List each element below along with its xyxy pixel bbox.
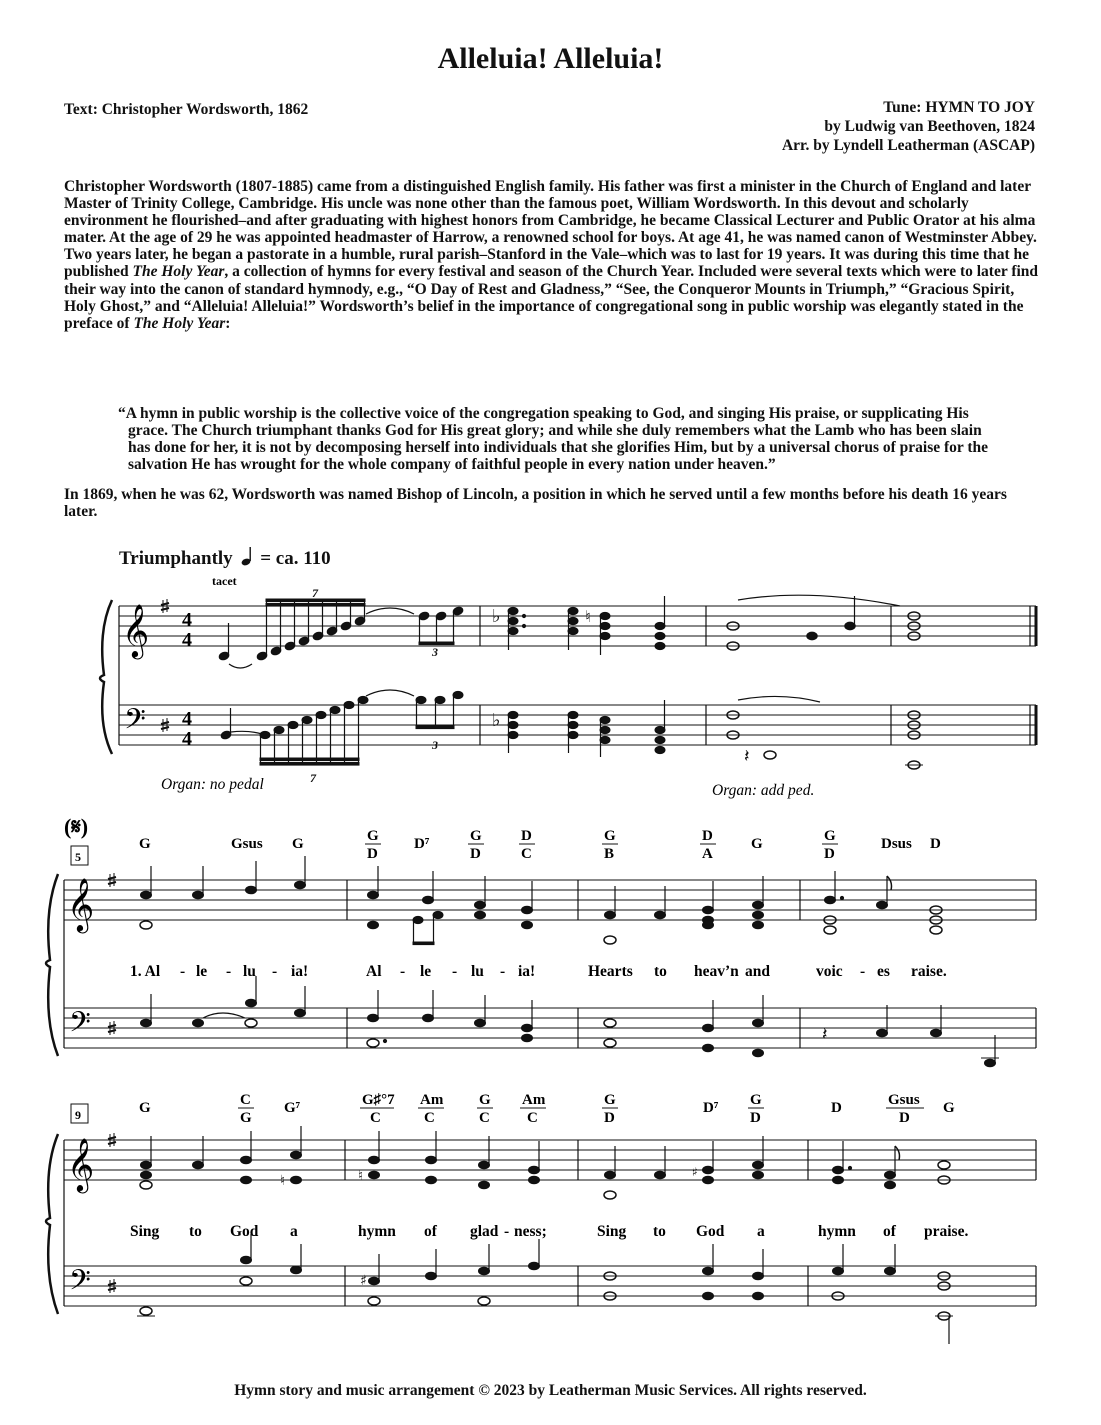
lyric: lu <box>471 963 484 980</box>
bass-clef-icon: 𝄢 <box>69 1006 91 1046</box>
measure-number: 9 <box>75 1108 81 1122</box>
chord-bass: D <box>899 1110 910 1126</box>
bass-clef-icon: 𝄢 <box>124 703 146 743</box>
lyric: le <box>420 963 432 980</box>
chord-bass: C <box>527 1110 538 1126</box>
time-signature: 4 <box>182 609 192 631</box>
bass-m3 <box>727 696 923 769</box>
story-afterword: In 1869, when he was 62, Wordsworth was named Bishop of Lincoln, a position in which he served until a few months before his death 16 years later. <box>64 486 1007 521</box>
bass-clef-icon: 𝄢 <box>69 1264 91 1304</box>
lyric: ia! <box>518 963 536 980</box>
tune-name: Tune: HYMN TO JOY <box>883 99 1035 116</box>
composer-credit: by Ludwig van Beethoven, 1824 <box>824 118 1035 135</box>
lyric: to <box>189 1223 202 1240</box>
chord-symbol: D <box>702 828 713 844</box>
story-text: , a collection of hymns for every festival and season of the Church Year. Included were several texts which were to later find their way into the canon of standard hymnody, e.g., “O Day of Rest and Gladness,” “See, the Conqueror Mounts in Triumph,” “Gracious Spirit, Holy Ghost,” and “Alleluia! Alleluia!” Wordsworth’s belief in the importance of congregational song in public worship was elegantly stated in the preface of <box>64 263 1039 332</box>
treble-clef-icon: 𝄞 <box>67 1137 95 1191</box>
chord-symbol: G <box>470 828 482 844</box>
brace <box>46 874 58 1056</box>
lyric: - <box>860 963 866 980</box>
tuplet-number: 3 <box>432 738 438 752</box>
lyrics-row <box>130 1223 968 1240</box>
lyric: a <box>757 1223 765 1240</box>
time-signature: 4 <box>182 629 192 651</box>
chord-symbol: Gsus <box>231 836 263 852</box>
chord-bass: D <box>367 846 378 862</box>
measure-number: 5 <box>75 850 81 864</box>
lyric: - <box>272 963 278 980</box>
tempo-word: Triumphantly <box>119 548 233 569</box>
svg-text:♭: ♭ <box>492 710 501 731</box>
chord-symbol: G♯°7 <box>362 1092 395 1108</box>
chord-bass: G <box>240 1110 252 1126</box>
lyric: God <box>230 1223 259 1240</box>
lyric: voic <box>816 963 843 980</box>
chord-symbols-row <box>139 1092 955 1126</box>
chord-symbol: G <box>604 1092 616 1108</box>
lyric: heav’n <box>694 963 739 980</box>
chord-symbol: C <box>240 1092 251 1108</box>
chord-bass: C <box>521 846 532 862</box>
lyric: to <box>654 963 667 980</box>
svg-text:𝄽: 𝄽 <box>744 746 750 767</box>
chord-symbol: D⁷ <box>703 1100 719 1116</box>
lyric: es <box>877 963 890 980</box>
chord-bass: A <box>702 846 713 862</box>
chord-bass: C <box>479 1110 490 1126</box>
lyric: - <box>226 963 232 980</box>
barlines <box>64 880 1036 1048</box>
lyric: Hearts <box>588 963 633 980</box>
svg-text:♮: ♮ <box>585 607 591 626</box>
chord-symbol: G <box>750 1092 762 1108</box>
story-text: Christopher Wordsworth (1807-1885) came from a distinguished English family. His father was first a minister in the Church of England and later Master of Trinity College, Cambridge. His uncle was none other than the famous poet, William Wordsworth. In this devout and scholarly environment he flourished–and after graduating with highest honors from Cambridge, he became Classical Lecturer and Public Orator at his alma mater. At the age of 29 he was appointed headmaster of Harrow, a renowned school for boys. At age 41, he was named canon of Westminster Abbey. Two years later, he began a pastorate in a humble, rural parish–Stanford in the Vale–which was to last for 19 years. It was during this time that he published <box>64 178 1037 281</box>
lyric: lu <box>243 963 256 980</box>
lyric: - <box>452 963 458 980</box>
lyric: hymn <box>818 1223 856 1240</box>
chord-symbol: G⁷ <box>284 1100 301 1116</box>
chord-symbol: G <box>751 836 763 852</box>
chord-symbol: G <box>824 828 836 844</box>
svg-text:♯: ♯ <box>692 1165 698 1179</box>
svg-text:♮: ♮ <box>358 1168 364 1184</box>
lyric: - <box>400 963 406 980</box>
chord-bass: C <box>370 1110 381 1126</box>
book-title: The Holy Year <box>133 314 226 332</box>
organ-no-pedal: Organ: no pedal <box>161 776 264 793</box>
lyric: hymn <box>358 1223 396 1240</box>
story-text: : <box>225 314 231 332</box>
lyric: Sing <box>597 1223 627 1240</box>
lyric: ness; <box>514 1223 547 1240</box>
lyric: Al <box>366 963 382 980</box>
chord-symbol: D <box>930 836 941 852</box>
chord-bass: C <box>424 1110 435 1126</box>
arranger-credit: Arr. by Lyndell Leatherman (ASCAP) <box>781 137 1035 154</box>
bass-notes <box>141 976 1000 1067</box>
lyric: - <box>500 963 506 980</box>
lyrics-row <box>130 963 947 980</box>
tuplet-number: 7 <box>312 586 318 600</box>
chord-symbol: G <box>943 1100 955 1116</box>
chord-symbol: G <box>367 828 379 844</box>
chord-symbol: G <box>139 836 151 852</box>
book-title: The Holy Year <box>132 263 225 281</box>
lyric: of <box>883 1223 896 1240</box>
time-signature: 4 <box>182 728 192 750</box>
treble-notes <box>140 1126 950 1199</box>
bass-run <box>220 690 463 785</box>
chord-symbol: D⁷ <box>414 836 430 852</box>
bass-chords-m2 <box>492 700 665 757</box>
tacet-marking: tacet <box>212 574 237 588</box>
chord-symbol: Dsus <box>881 836 912 852</box>
page-title: Alleluia! Alleluia! <box>437 42 664 75</box>
lyric: glad <box>470 1223 499 1240</box>
lyric: and <box>745 963 770 980</box>
lyric: to <box>653 1223 666 1240</box>
tuplet-number: 3 <box>432 645 438 659</box>
organ-add-pedal: Organ: add ped. <box>712 782 815 799</box>
lyric: of <box>424 1223 437 1240</box>
chord-symbol: D <box>831 1100 842 1116</box>
treble-clef-icon: 𝄞 <box>67 877 95 931</box>
lyric: ia! <box>291 963 309 980</box>
tuplet-number: 7 <box>310 771 316 785</box>
treble-clef-icon: 𝄞 <box>122 603 150 657</box>
chord-symbol: G <box>139 1100 151 1116</box>
lyric: Sing <box>130 1223 160 1240</box>
tempo-value: = ca. 110 <box>260 548 331 569</box>
chord-symbol: G <box>604 828 616 844</box>
system-verse-part1 <box>46 814 1036 1067</box>
treble-staff <box>64 880 1036 920</box>
chord-symbol: G <box>292 836 304 852</box>
quote-text: “A hymn in public worship is the collective voice of the congregation speaking to God, and singing His praise, or supplicating His grace. The Church triumphant thanks God for His great glory; and while she duly remembers what the Lamb who has been slain has done for her, it is not by decomposing herself into individuals that she glorifies Him, but by a universal chorus of praise for the salvation He has wrought for the whole company of faithful people in every nation under heaven.” <box>118 405 989 474</box>
bass-notes <box>137 1234 953 1344</box>
treble-run <box>218 586 464 668</box>
time-signature: 4 <box>182 708 192 730</box>
chord-symbol: D <box>521 828 532 844</box>
svg-text:♭: ♭ <box>492 606 501 627</box>
lyric: 1. Al <box>130 963 161 980</box>
chord-symbol: G <box>479 1092 491 1108</box>
lyric: praise. <box>924 1223 969 1240</box>
chord-symbol: Am <box>420 1092 444 1108</box>
chord-symbol: Gsus <box>888 1092 920 1108</box>
lyric: - <box>504 1223 510 1240</box>
chord-symbols-row <box>139 828 941 862</box>
lyric: le <box>196 963 208 980</box>
system-intro <box>100 574 1036 799</box>
brace <box>100 600 112 754</box>
copyright-footer: Hymn story and music arrangement © 2023 by Leatherman Music Services. All rights reserved. <box>234 1382 867 1399</box>
lyric: a <box>290 1223 298 1240</box>
chord-bass: D <box>824 846 835 862</box>
lyric: God <box>696 1223 725 1240</box>
chord-bass: D <box>604 1110 615 1126</box>
brace <box>46 1134 58 1314</box>
system-verse-part2 <box>46 1092 1036 1344</box>
chord-bass: D <box>470 846 481 862</box>
chord-bass: B <box>604 846 615 862</box>
lyric: raise. <box>911 963 947 980</box>
svg-text:𝄽: 𝄽 <box>822 1024 828 1045</box>
bass-staff <box>64 1008 1036 1048</box>
chord-bass: D <box>750 1110 761 1126</box>
lyric: - <box>180 963 186 980</box>
svg-text:♯: ♯ <box>360 1273 367 1289</box>
text-credit: Text: Christopher Wordsworth, 1862 <box>64 101 309 118</box>
chord-symbol: Am <box>522 1092 546 1108</box>
svg-text:♮: ♮ <box>280 1173 286 1189</box>
segno-icon: (𝄋) <box>64 814 89 839</box>
